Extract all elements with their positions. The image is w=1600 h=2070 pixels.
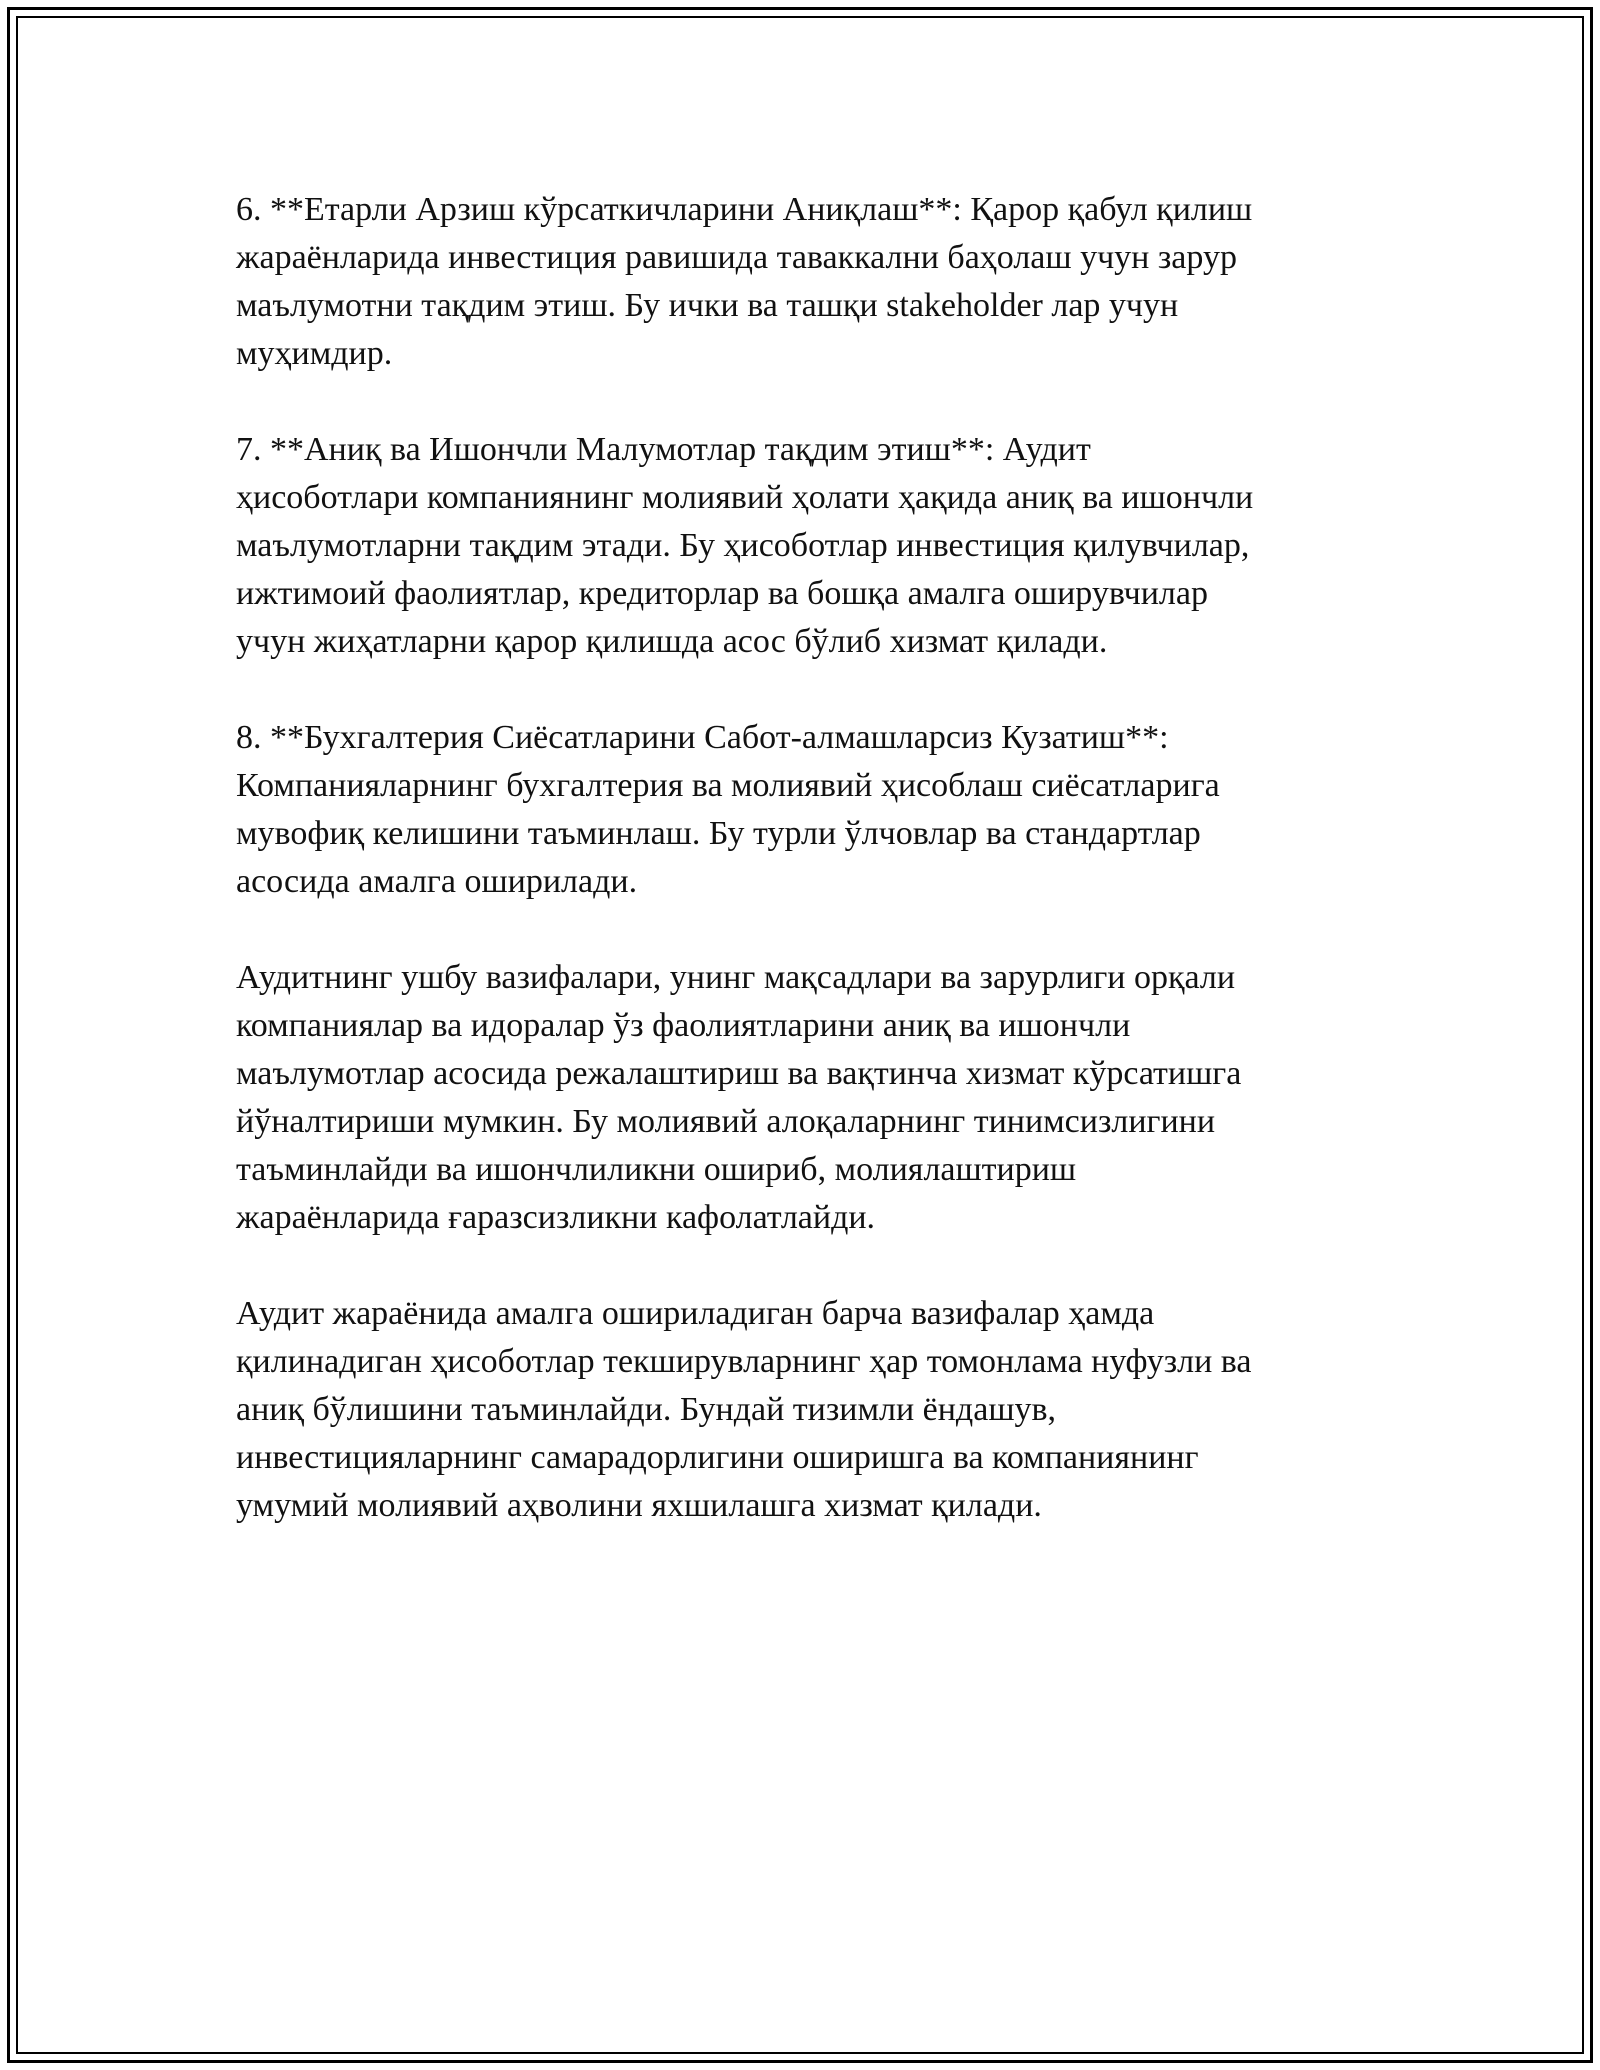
document-body bbox=[236, 186, 1366, 1578]
paragraph-item-6: 6. **Етарли Арзиш кўрсаткичларини Аниқлаш**: Қарор қабул қилиш жараёнларида инвестиция равишида таваккални баҳолаш учун зарур маълумотни тақдим этиш. Бу ички ва ташқи stakeholder лар учун муҳимдир. bbox=[236, 191, 1253, 372]
paragraph-item-7: 7. **Аниқ ва Ишончли Малумотлар тақдим этиш**: Аудит ҳисоботлари компаниянинг молиявий ҳолати ҳақида аниқ ва ишончли маълумотларни тақдим этади. Бу ҳисоботлар инвестиция қилувчилар, ижтимоий фаолиятлар, кредиторлар ва бошқа амалга оширувчилар учун жиҳатларни қарор қилишда асос бўлиб хизмат қилади. bbox=[236, 431, 1254, 660]
paragraph-item-8: 8. **Бухгалтерия Сиёсатларини Сабот-алмашларсиз Кузатиш**: Компанияларнинг бухгалтерия ва молиявий ҳисоблаш сиёсатларига мувофиқ келишини таъминлаш. Бу турли ўлчовлар ва стандартлар асосида амалга оширилади. bbox=[236, 719, 1220, 900]
paragraph-audit-functions: Аудитнинг ушбу вазифалари, унинг мақсадлари ва зарурлиги орқали компаниялар ва идоралар ўз фаолиятларини аниқ ва ишончли маълумотлар асосида режалаштириш ва вақтинча хизмат кўрсатишга йўналтириши мумкин. Бу молиявий алоқаларнинг тинимсизлигини таъминлайди ва ишончлиликни ошириб, молиялаштириш жараёнларида ғаразсизликни кафолатлайди. bbox=[236, 959, 1242, 1236]
paragraph-audit-process: Аудит жараёнида амалга ошириладиган барча вазифалар ҳамда қилинадиган ҳисоботлар текширувларнинг ҳар томонлама нуфузли ва аниқ бўлишини таъминлайди. Бундай тизимли ёндашув, инвестицияларнинг самарадорлигини оширишга ва компаниянинг умумий молиявий аҳволини яхшилашга хизмат қилади. bbox=[236, 1295, 1252, 1524]
